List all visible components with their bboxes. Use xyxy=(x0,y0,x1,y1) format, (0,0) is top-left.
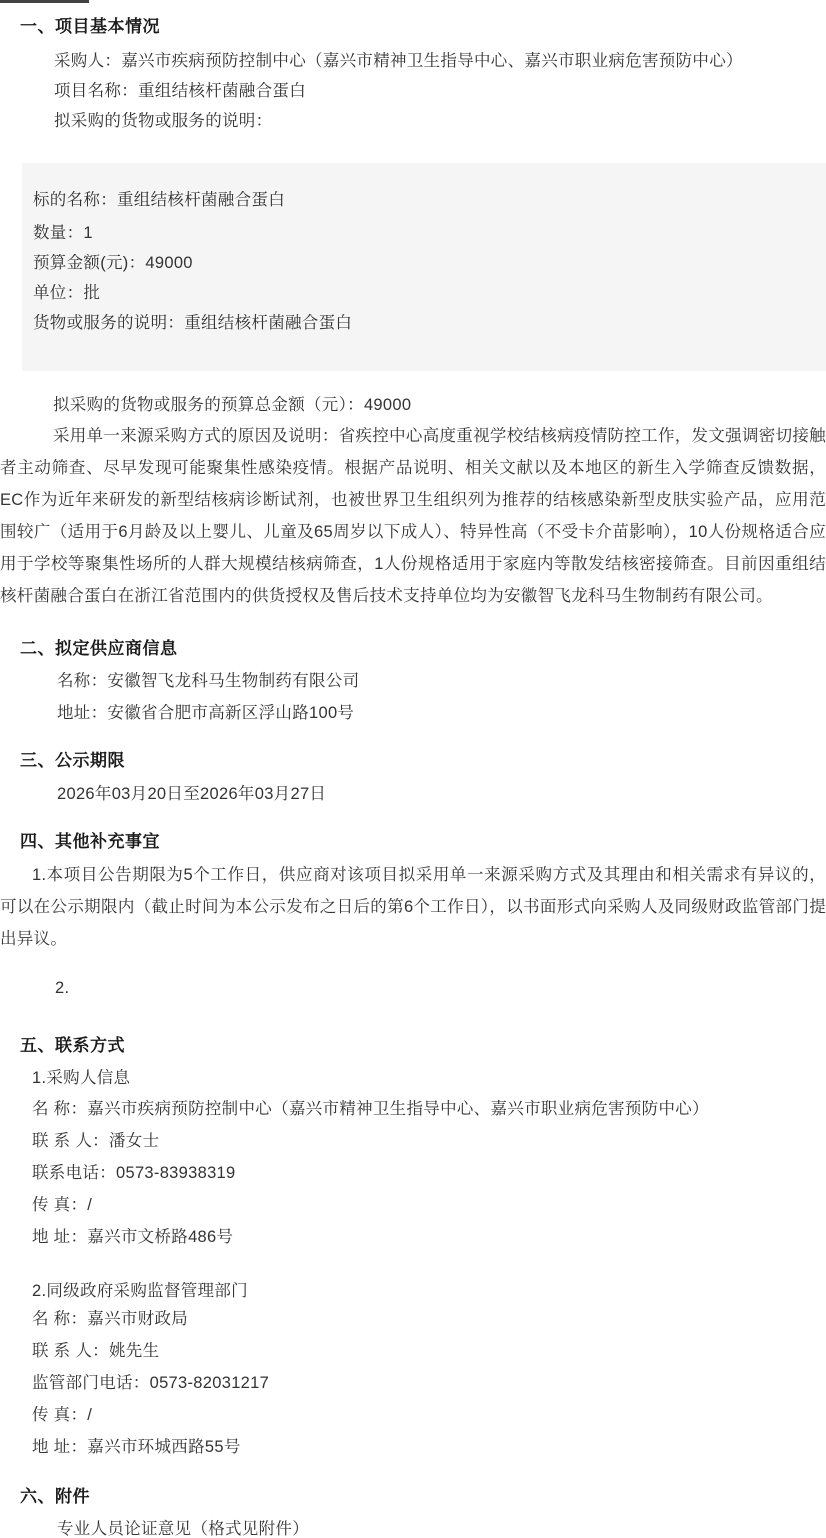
unit-line: 单位：批 xyxy=(33,284,101,302)
item-detail-box xyxy=(22,163,826,371)
purchaser-line: 采购人：嘉兴市疾病预防控制中心（嘉兴市精神卫生指导中心、嘉兴市职业病危害预防中心） xyxy=(54,52,743,70)
purchaser-info-title: 1.采购人信息 xyxy=(32,1069,131,1087)
item-name-line: 标的名称：重组结核杆菌融合蛋白 xyxy=(33,191,285,209)
section-4-heading: 四、其他补充事宜 xyxy=(20,832,160,851)
regulator-contact-line: 联 系 人：姚先生 xyxy=(32,1342,160,1360)
total-budget-line: 拟采购的货物或服务的预算总金额（元）：49000 xyxy=(53,396,412,414)
section-6-heading: 六、附件 xyxy=(20,1487,90,1506)
regulator-info-title: 2.同级政府采购监督管理部门 xyxy=(32,1282,248,1300)
quantity-line: 数量：1 xyxy=(33,224,93,242)
goods-desc-line: 货物或服务的说明：重组结核杆菌融合蛋白 xyxy=(33,314,353,332)
single-source-reason-paragraph: 采用单一来源采购方式的原因及说明：省疾控中心高度重视学校结核病疫情防控工作，发文强调密切接触者主动筛查、尽早发现可能聚集性感染疫情。根据产品说明、相关文献以及本地区的新生入学筛查反馈数据，EC作为近年来研发的新型结核病诊断试剂，也被世界卫生组织列为推荐的结核感染新型皮肤实验产品，应用范围较广（适用于6月龄及以上婴儿、儿童及65周岁以下成人）、特异性高（不受卡介苗影响），10人份规格适合应用于学校等聚集性场所的人群大规模结核病筛查，1人份规格适用于家庭内等散发结核密接筛查。目前因重组结核杆菌融合蛋白在浙江省范围内的供货授权及售后技术支持单位均为安徽智飞龙科马生物制药有限公司。 xyxy=(0,427,826,605)
objection-terms-paragraph: 1.本项目公告期限为5个工作日，供应商对该项目拟采用单一来源采购方式及其理由和相关需求有异议的，可以在公示期限内（截止时间为本公示发布之日后的第6个工作日），以书面形式向采购人及同级财政监管部门提出异议。 xyxy=(0,866,826,948)
supplier-address-line: 地址：安徽省合肥市高新区浮山路100号 xyxy=(57,704,355,722)
attachment-line: 专业人员论证意见（格式见附件） xyxy=(57,1520,309,1538)
section-5-heading: 五、联系方式 xyxy=(20,1036,125,1055)
regulator-phone-line: 监管部门电话：0573-82031217 xyxy=(32,1374,270,1392)
section-3-heading: 三、公示期限 xyxy=(20,751,125,770)
budget-line: 预算金额(元)：49000 xyxy=(33,254,193,272)
supplement-item-2: 2. xyxy=(55,979,70,997)
project-name-line: 项目名称：重组结核杆菌融合蛋白 xyxy=(54,82,306,100)
regulator-name-line: 名 称：嘉兴市财政局 xyxy=(32,1310,189,1328)
publicity-period-line: 2026年03月20日至2026年03月27日 xyxy=(57,785,327,803)
purchaser-contact-line: 联 系 人：潘女士 xyxy=(32,1132,160,1150)
top-clipped-text-remnant xyxy=(0,0,89,3)
purchaser-name-line: 名 称：嘉兴市疾病预防控制中心（嘉兴市精神卫生指导中心、嘉兴市职业病危害预防中心） xyxy=(32,1100,709,1118)
section-1-heading: 一、项目基本情况 xyxy=(20,17,160,36)
regulator-fax-line: 传 真：/ xyxy=(32,1406,93,1424)
purchaser-phone-line: 联系电话：0573-83938319 xyxy=(32,1164,236,1182)
purchaser-fax-line: 传 真：/ xyxy=(32,1196,93,1214)
goods-desc-label: 拟采购的货物或服务的说明： xyxy=(54,112,273,130)
purchaser-address-line: 地 址：嘉兴市文桥路486号 xyxy=(32,1228,234,1246)
regulator-address-line: 地 址：嘉兴市环城西路55号 xyxy=(32,1438,241,1456)
section-2-heading: 二、拟定供应商信息 xyxy=(20,639,178,658)
supplier-name-line: 名称：安徽智飞龙科马生物制药有限公司 xyxy=(57,672,360,690)
